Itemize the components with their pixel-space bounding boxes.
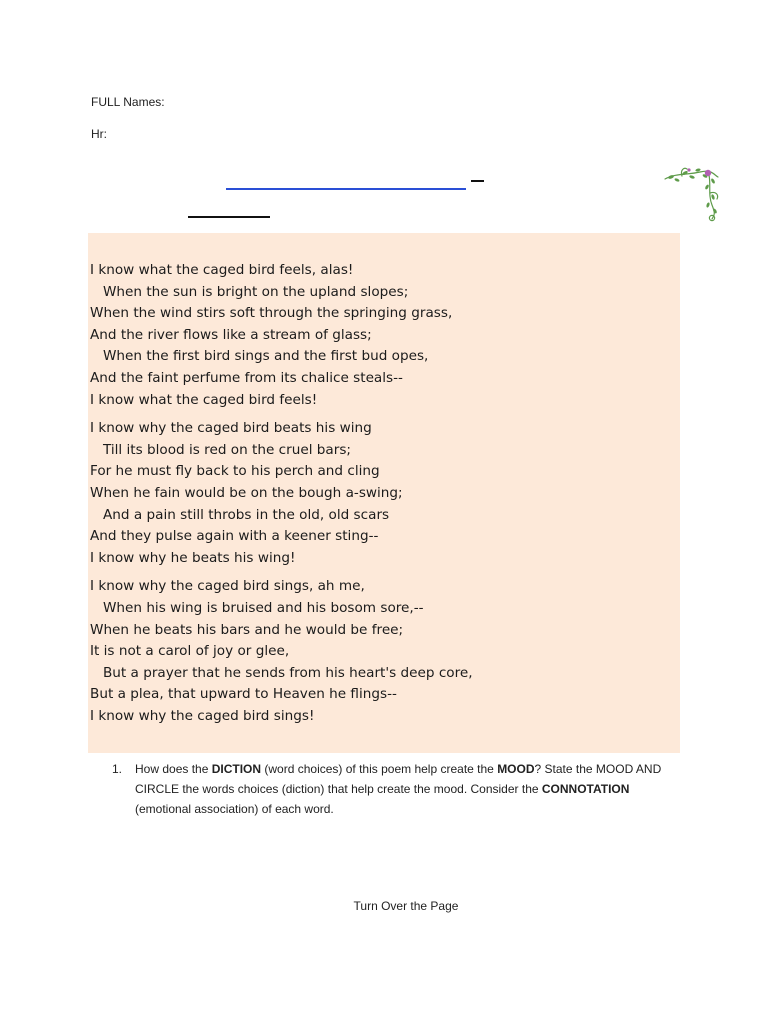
question-1: [112, 759, 682, 819]
title-dash: [471, 180, 484, 182]
poem-line: When the sun is bright on the upland slopes;: [90, 283, 409, 300]
stanza-3: [90, 576, 473, 727]
poem-line: For he must fly back to his perch and cling: [90, 463, 380, 480]
poem-line: I know why he beats his wing!: [90, 549, 296, 566]
poem-line: But a plea, that upward to Heaven he flings--: [90, 686, 397, 703]
vine-corner-icon: [662, 163, 722, 223]
question-text-part: ? State the MOOD AND CIRCLE the words choices (diction) that help create the mood. Consider the: [135, 762, 662, 796]
diction-keyword: DICTION: [211, 762, 262, 776]
poem-text: [90, 260, 473, 734]
mood-keyword: MOOD: [497, 762, 535, 776]
poem-line: When the wind stirs soft through the springing grass,: [90, 305, 453, 322]
poem-line: I know why the caged bird sings!: [90, 707, 315, 724]
poem-line: Till its blood is red on the cruel bars;: [90, 441, 352, 458]
poem-line: It is not a carol of joy or glee,: [90, 643, 290, 660]
poem-line: When he fain would be on the bough a-swing;: [90, 484, 403, 501]
poem-line: I know what the caged bird feels!: [90, 391, 318, 408]
author-blank-line: [188, 216, 270, 218]
question-text: [135, 759, 682, 819]
question-text-part: (word choices) of this poem help create the: [261, 762, 498, 776]
question-number: 1.: [112, 762, 123, 776]
connotation-keyword: CONNOTATION: [541, 782, 630, 796]
poem-line: And a pain still throbs in the old, old scars: [90, 506, 390, 523]
poem-line: And the river flows like a stream of glass;: [90, 326, 372, 343]
poem-line: I know why the caged bird beats his wing: [90, 420, 372, 437]
question-text-part: (emotional association) of each word.: [135, 802, 334, 816]
poem-line: When he beats his bars and he would be free;: [90, 621, 404, 638]
question-text-part: How does the: [135, 762, 212, 776]
turn-over-note: Turn Over the Page: [353, 899, 459, 913]
poem-line: And the faint perfume from its chalice steals--: [90, 369, 403, 386]
stanza-2: [90, 418, 473, 569]
poem-line: I know why the caged bird sings, ah me,: [90, 578, 365, 595]
hour-label: Hr:: [91, 127, 107, 141]
full-names-label: FULL Names:: [91, 95, 165, 109]
poem-line: I know what the caged bird feels, alas!: [90, 262, 354, 278]
poem-line: And they pulse again with a keener sting--: [90, 528, 379, 545]
title-link-blank[interactable]: [226, 188, 466, 190]
poem-line: But a prayer that he sends from his heart's deep core,: [90, 664, 473, 681]
stanza-1: [90, 260, 473, 411]
poem-line: When the first bird sings and the first bud opes,: [90, 348, 429, 365]
poem-line: When his wing is bruised and his bosom sore,--: [90, 599, 424, 616]
